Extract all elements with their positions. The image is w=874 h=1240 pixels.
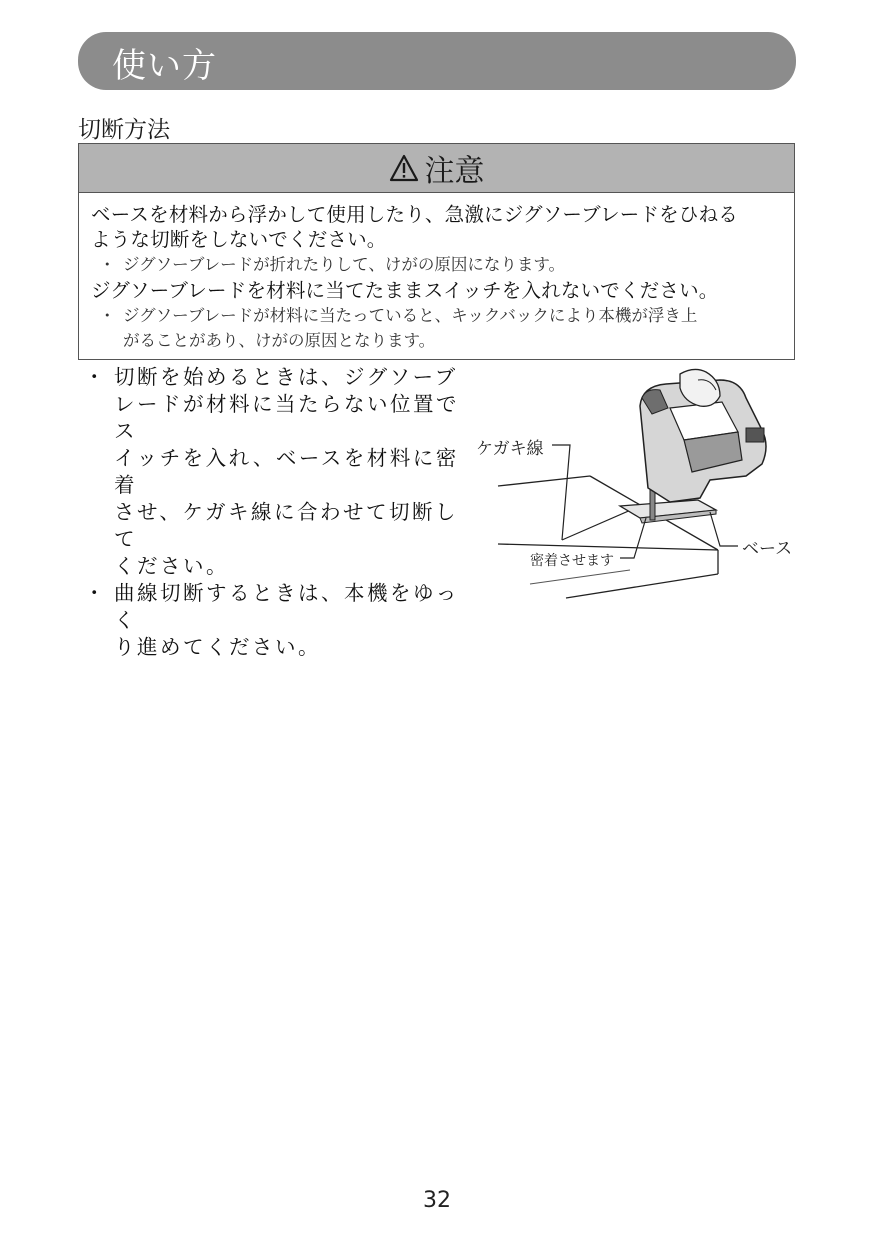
caution-header (79, 144, 794, 193)
bullet: ・ (84, 581, 107, 605)
instruction-line: させ、ケガキ線に合わせて切断して (114, 500, 458, 551)
instruction-line: 切断を始めるときは、ジグソーブ (114, 365, 458, 389)
bullet: ・ (84, 365, 107, 389)
caution-item-1-line-1: ベースを材料から浮かして使用したり、急激にジグソーブレードをひねる (91, 203, 738, 226)
instruction-line: 曲線切断するときは、本機をゆっく (114, 581, 459, 632)
header-bar (78, 32, 796, 90)
instruction-item (84, 580, 459, 661)
caution-item-1-sub-line-1: ジグソーブレードが折れたりして、けがの原因になります。 (123, 255, 566, 274)
instruction-line: ください。 (114, 554, 229, 578)
jigsaw-figure (470, 368, 800, 608)
caution-item-2-line-1: ジグソーブレードを材料に当てたままスイッチを入れないでください。 (91, 279, 719, 302)
base-label: ベース (742, 539, 793, 559)
instruction-line: レードが材料に当たらない位置でス (114, 392, 459, 443)
instruction-line: イッチを入れ、ベースを材料に密着 (114, 446, 459, 497)
caution-box (78, 143, 795, 360)
warning-triangle-icon (389, 154, 419, 182)
section-title: 切断方法 (78, 117, 170, 143)
caution-item-1-line-2: ような切断をしないでください。 (91, 228, 387, 251)
caution-label: 注意 (424, 154, 485, 189)
instruction-line: り進めてください。 (114, 635, 321, 659)
marking-line-label: ケガキ線 (476, 439, 544, 459)
page-title: 使い方 (112, 46, 217, 86)
instruction-list (84, 364, 459, 661)
flush-label: 密着させます (530, 553, 614, 569)
caution-sub-bullet: ・ (99, 255, 116, 274)
caution-item-2-sub-line-1: ジグソーブレードが材料に当たっていると、キックバックにより本機が浮き上 (123, 306, 698, 325)
page-number: 32 (423, 1188, 451, 1213)
caution-item-2-sub-line-2: がることがあり、けがの原因となります。 (123, 331, 436, 350)
jigsaw-illustration-icon (470, 368, 800, 608)
instruction-item (84, 364, 459, 580)
caution-sub-bullet: ・ (99, 306, 116, 325)
